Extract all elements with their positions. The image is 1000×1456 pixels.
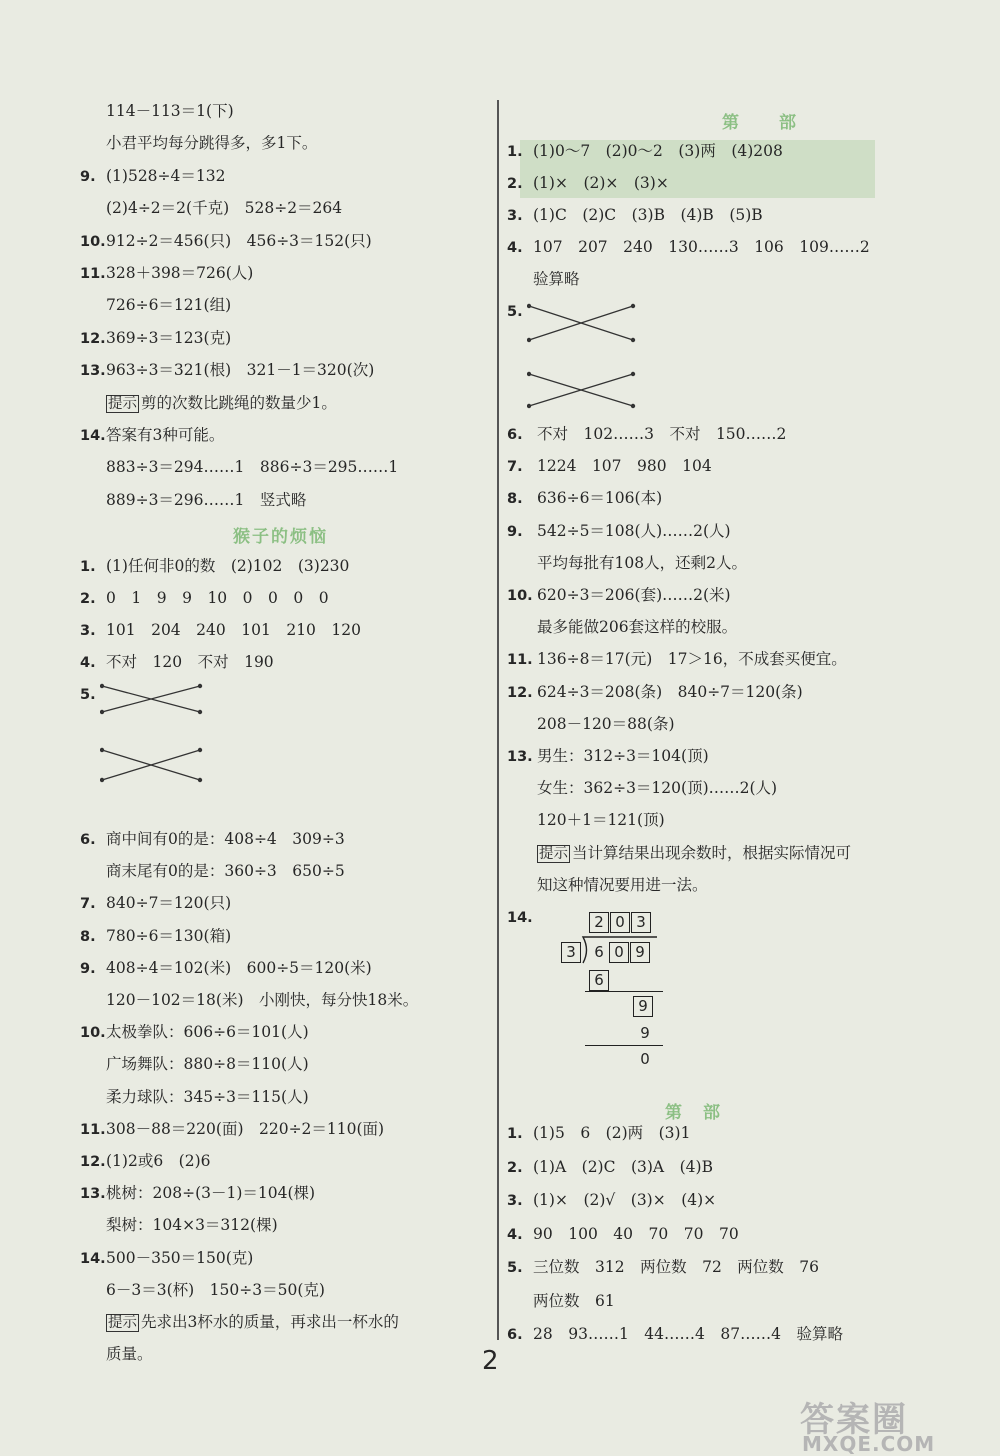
item-number: 8. <box>80 928 96 945</box>
item-number: 6. <box>507 1327 523 1343</box>
answer-line <box>507 236 870 259</box>
answer-text: 验算略 <box>533 270 580 288</box>
divisor <box>561 942 582 963</box>
answer-line <box>507 1223 739 1246</box>
answer-line <box>80 197 342 219</box>
answer-line <box>80 989 418 1011</box>
step2 <box>633 996 654 1017</box>
answer-line <box>507 842 851 865</box>
answer-text: 883÷3＝294……1 886÷3＝295……1 <box>106 458 399 477</box>
answer-line <box>507 455 712 478</box>
answer-text: 136÷8＝17(元) 17＞16，不成套买便宜。 <box>537 650 847 669</box>
answer-line <box>80 587 329 610</box>
answer-line <box>80 1247 253 1270</box>
answer-text: 120＋1＝121(顶) <box>537 811 665 830</box>
answer-line <box>80 828 345 851</box>
answer-text: 114－113＝1(下) <box>106 102 234 120</box>
answer-text: 624÷3＝208(条) 840÷7＝120(条) <box>537 682 803 701</box>
answer-line <box>507 552 747 574</box>
item-number: 14. <box>80 1250 106 1267</box>
item-number: 11. <box>80 1121 106 1138</box>
answer-line <box>507 1323 843 1346</box>
answer-text: 女生：362÷3＝120(顶)……2(人) <box>537 779 778 798</box>
answer-text: 男生：312÷3＝104(顶) <box>537 747 709 765</box>
answer-line <box>80 262 253 285</box>
answer-line <box>507 204 763 227</box>
answer-text: 620÷3＝206(套)……2(米) <box>537 586 731 604</box>
answer-text: 101 204 240 101 210 120 <box>106 621 362 639</box>
item-number: 3. <box>507 1193 523 1209</box>
answer-text: 柔力球队：345÷3＝115(人) <box>106 1087 309 1106</box>
answer-line <box>507 648 847 671</box>
answer-text: 0 1 9 9 10 0 0 0 0 <box>106 589 329 607</box>
item-number: 4. <box>507 1226 523 1243</box>
answer-text: 质量。 <box>106 1345 153 1364</box>
step1-digit: 6 <box>589 970 609 991</box>
item-number: 11. <box>507 652 533 669</box>
answer-text: 不对 102……3 不对 150……2 <box>537 425 787 443</box>
item-number: 4. <box>507 240 523 256</box>
answer-text: 答案有3种可能。 <box>106 426 225 444</box>
answer-line <box>80 1086 309 1108</box>
answer-text: (1)C (2)C (3)B (4)B (5)B <box>533 206 763 224</box>
item-number: 12. <box>507 684 533 701</box>
column-divider <box>497 100 499 1340</box>
item-number: 7. <box>507 459 523 476</box>
answer-text: (1)2或6 (2)6 <box>106 1152 211 1170</box>
answer-text: 商末尾有0的是：360÷3 650÷5 <box>106 862 345 881</box>
item-number: 5. <box>507 304 523 320</box>
answer-line <box>80 1182 315 1205</box>
answer-line <box>80 456 398 478</box>
answer-text: 两位数 61 <box>533 1291 615 1310</box>
answer-text: 408÷4＝102(米) 600÷5＝120(米) <box>106 958 372 977</box>
answer-line <box>80 1311 399 1334</box>
item-number: 10. <box>507 588 533 604</box>
answer-text: 广场舞队：880÷8＝110(人) <box>106 1055 309 1074</box>
answer-line <box>507 681 803 704</box>
answer-line <box>507 520 731 543</box>
answer-text: (2)4÷2＝2(千克) 528÷2＝264 <box>106 199 343 218</box>
answer-line <box>80 1279 325 1301</box>
item-number: 10. <box>80 233 106 250</box>
answer-line <box>507 1290 615 1312</box>
item-number: 2. <box>507 1159 523 1176</box>
page-number: 2 <box>482 1346 499 1376</box>
answer-line <box>80 132 317 154</box>
matching-lines-diagram-right <box>527 302 642 414</box>
section-title-bottom: 第 部 <box>665 1103 722 1123</box>
answer-line <box>507 487 662 510</box>
item-number: 3. <box>507 208 523 224</box>
item-number: 2. <box>80 591 96 607</box>
answer-line <box>80 892 231 915</box>
answer-text: 780÷6＝130(箱) <box>106 926 232 945</box>
step-line <box>585 991 663 992</box>
matching-lines-diagram <box>100 676 210 788</box>
item-number: 10. <box>80 1025 106 1042</box>
item-number: 12. <box>80 330 106 347</box>
divisor-digit: 3 <box>561 942 581 963</box>
answer-line <box>80 294 231 316</box>
item-number: 13. <box>80 1186 106 1203</box>
answer-line <box>80 555 349 578</box>
item-number: 14. <box>80 428 106 444</box>
answer-text: 208－120＝88(条) <box>537 714 675 733</box>
item-number: 9. <box>80 960 96 977</box>
answer-text: (1)× (2)√ (3)× (4)× <box>533 1191 717 1209</box>
section-title: 猴子的烦恼 <box>233 527 328 547</box>
answer-line <box>507 745 709 768</box>
item-number: 6. <box>80 832 96 848</box>
step3: 9 <box>640 1024 650 1042</box>
vertical-division <box>557 912 667 1082</box>
quotient-row <box>589 912 652 933</box>
step1 <box>589 970 610 991</box>
answer-line <box>80 359 374 382</box>
answer-line <box>80 1150 211 1173</box>
answer-text: 963÷3＝321(根) 321－1＝320(次) <box>106 361 375 380</box>
answer-text: 知这种情况要用进一法。 <box>537 875 708 894</box>
item-number: 4. <box>80 655 96 671</box>
answer-line <box>507 268 580 290</box>
answer-line <box>80 925 231 948</box>
item-number: 6. <box>507 427 523 443</box>
item-number: 8. <box>507 491 523 508</box>
answer-text: 先求出3杯水的质量，再求出一杯水的 <box>141 1313 399 1331</box>
answer-text: 726÷6＝121(组) <box>106 296 232 315</box>
answer-text: 三位数 312 两位数 72 两位数 76 <box>533 1258 820 1276</box>
answer-text: 542÷5＝108(人)……2(人) <box>537 521 731 540</box>
answer-line <box>507 777 777 799</box>
hint-label: 提示 <box>108 1315 137 1331</box>
answer-line <box>80 619 361 642</box>
step2-digit: 9 <box>633 996 653 1017</box>
answer-line <box>80 489 306 511</box>
item-number: 1. <box>80 559 96 575</box>
answer-line <box>80 1021 309 1044</box>
answer-line <box>507 1122 690 1145</box>
dividend-digit: 0 <box>609 942 629 963</box>
answer-line <box>507 1256 819 1279</box>
item-number: 14. <box>507 910 533 926</box>
answer-line <box>507 1189 716 1212</box>
answer-line <box>80 1053 309 1075</box>
answer-line <box>80 1214 278 1236</box>
item-number: 3. <box>80 623 96 639</box>
item-number: 2. <box>507 176 523 192</box>
hint-label: 提示 <box>108 395 137 412</box>
answer-text: 6－3＝3(杯) 150÷3＝50(克) <box>106 1280 325 1299</box>
item-number: 9. <box>507 523 523 540</box>
answer-line <box>507 906 537 929</box>
answer-text: (1)× (2)× (3)× <box>533 174 669 192</box>
item-number: 12. <box>80 1154 106 1170</box>
answer-line <box>507 616 737 638</box>
answer-line <box>80 424 224 447</box>
answer-text: 28 93……1 44……4 87……4 验算略 <box>533 1325 843 1343</box>
answer-line <box>507 172 669 195</box>
answer-line <box>80 327 231 350</box>
answer-text: 912÷2＝456(只) 456÷3＝152(只) <box>106 231 372 250</box>
answer-text: 剪的次数比跳绳的数量少1。 <box>141 393 337 412</box>
answer-line <box>507 1156 713 1179</box>
answer-line <box>80 860 345 882</box>
answer-text: 90 100 40 70 70 70 <box>533 1224 739 1243</box>
answer-line <box>80 165 225 188</box>
answer-line <box>80 100 234 122</box>
answer-text: 太极拳队：606÷6＝101(人) <box>106 1023 309 1042</box>
remainder: 0 <box>640 1050 650 1068</box>
section-title-top: 第 部 <box>722 113 798 133</box>
answer-line <box>507 140 783 163</box>
answer-text: 最多能做206套这样的校服。 <box>537 618 738 637</box>
item-number: 7. <box>80 896 96 913</box>
answer-line <box>80 392 337 415</box>
answer-text: 369÷3＝123(克) <box>106 328 232 347</box>
answer-text: 平均每批有108人，还剩2人。 <box>537 553 747 572</box>
answer-text: (1)528÷4＝132 <box>106 166 226 185</box>
dividend-row <box>589 942 651 963</box>
answer-text: 328＋398＝726(人) <box>106 264 254 282</box>
answer-line <box>80 1343 153 1365</box>
answer-text: 梨树：104×3＝312(棵) <box>106 1216 278 1235</box>
answer-line <box>80 1118 384 1141</box>
item-number: 1. <box>507 144 523 160</box>
answer-line <box>80 651 274 674</box>
hint-label: 提示 <box>539 845 568 862</box>
answer-text: 308－88＝220(面) 220÷2＝110(面) <box>106 1119 385 1138</box>
answer-text: 桃树：208÷(3－1)＝104(棵) <box>106 1184 316 1203</box>
answer-text: 小君平均每分跳得多，多1下。 <box>106 134 318 153</box>
answer-line <box>507 423 786 446</box>
item-number: 1. <box>507 1126 523 1142</box>
answer-text: 120－102＝18(米) 小刚快，每分快18米。 <box>106 991 419 1009</box>
answer-line <box>507 584 731 607</box>
item-number: 13. <box>80 363 106 380</box>
answer-text: 1224 107 980 104 <box>537 457 712 476</box>
quotient-digit: 3 <box>631 912 651 933</box>
answer-text: 不对 120 不对 190 <box>106 653 274 671</box>
dividend-digit: 6 <box>594 943 604 961</box>
watermark-line2: MXQE.COM <box>802 1432 936 1456</box>
answer-line <box>507 713 675 735</box>
item-number: 11. <box>80 266 106 282</box>
quotient-digit: 0 <box>610 912 630 933</box>
answer-text: 500－350＝150(克) <box>106 1248 254 1267</box>
answer-text: 636÷6＝106(本) <box>537 489 663 508</box>
answer-text: (1)0～7 (2)0～2 (3)两 (4)208 <box>533 142 783 160</box>
dividend-digit: 9 <box>630 942 650 963</box>
answer-text: 889÷3＝296……1 竖式略 <box>106 490 307 509</box>
watermark-logo <box>800 1392 1000 1454</box>
watermark-line1: 答案圈 <box>800 1400 908 1440</box>
item-number: 13. <box>507 749 533 765</box>
answer-line <box>80 957 372 980</box>
item-number: 9. <box>80 168 96 185</box>
answer-text: 107 207 240 130……3 106 109……2 <box>533 238 870 256</box>
quotient-digit: 2 <box>589 912 609 933</box>
answer-text: (1)A (2)C (3)A (4)B <box>533 1157 713 1176</box>
answer-text: 当计算结果出现余数时，根据实际情况可 <box>572 843 852 862</box>
answer-text: (1)5 6 (2)两 (3)1 <box>533 1124 691 1142</box>
answer-text: (1)任何非0的数 (2)102 (3)230 <box>106 557 350 575</box>
answer-text: 商中间有0的是：408÷4 309÷3 <box>106 830 345 848</box>
answer-line <box>80 230 372 253</box>
step-line <box>585 1045 663 1046</box>
item-number: 5. <box>80 687 96 703</box>
answer-line <box>507 809 665 831</box>
answer-text: 840÷7＝120(只) <box>106 894 232 913</box>
item-number: 5. <box>507 1260 523 1276</box>
answer-line <box>507 874 708 896</box>
